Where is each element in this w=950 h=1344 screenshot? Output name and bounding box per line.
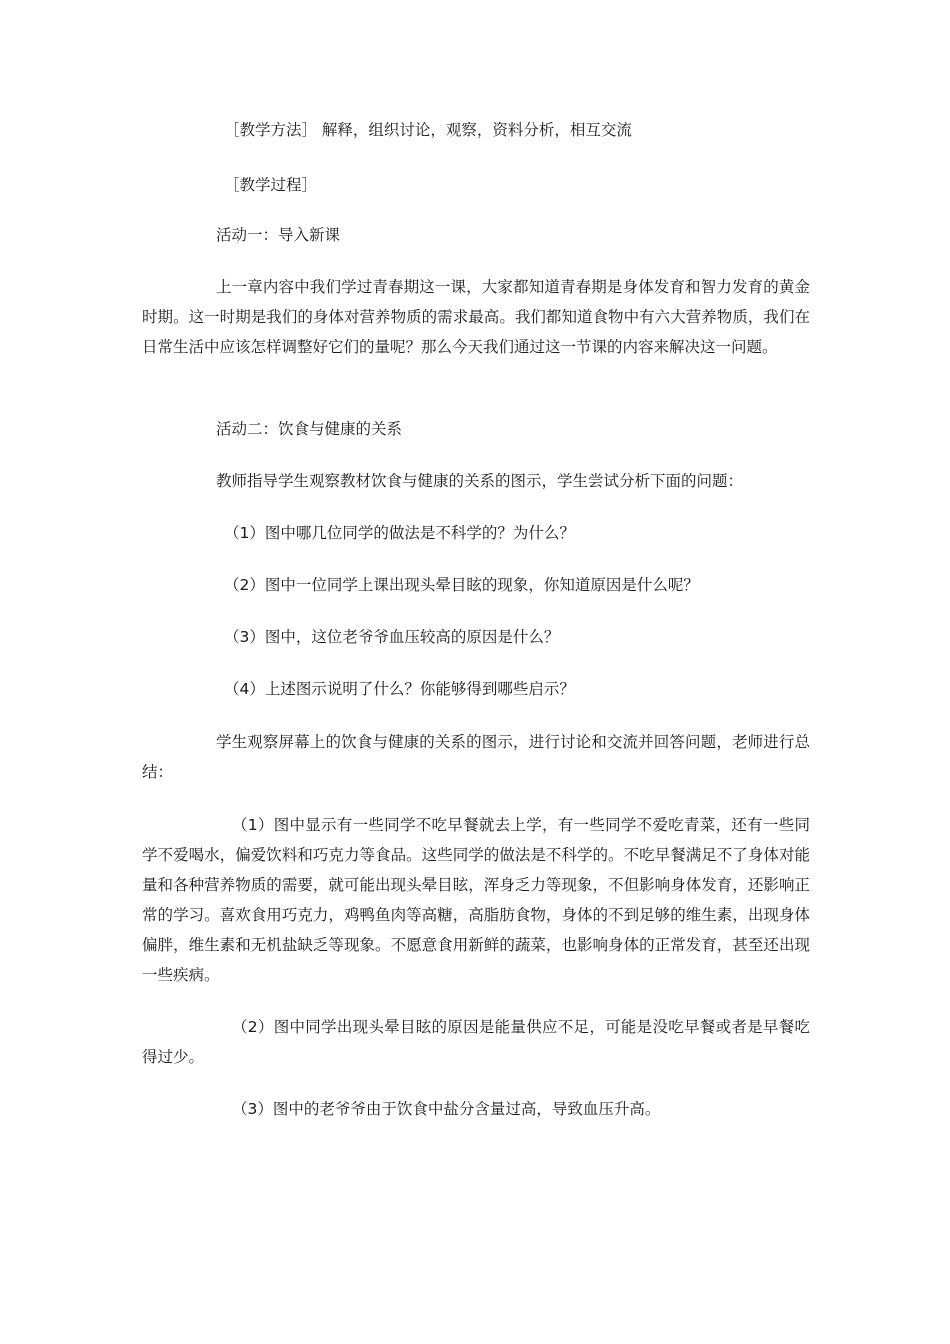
- summary-intro-paragraph: 学生观察屏幕上的饮食与健康的关系的图示，进行讨论和交流并回答问题，老师进行总结：: [142, 733, 810, 781]
- activity-one-title: 活动一：导入新课: [216, 226, 341, 244]
- teaching-method-line: ［教学方法］ 解释，组织讨论，观察，资料分析，相互交流: [224, 121, 632, 139]
- teaching-process-heading: ［教学过程］: [224, 176, 318, 194]
- answer-paragraph: （1）图中显示有一些同学不吃早餐就去上学，有一些同学不爱吃青菜，还有一些同学不爱喝水，偏爱饮料和巧克力等食品。这些同学的做法是不科学的。不吃早餐满足不了身体对能量和各种营养物质的需要，就可能出现头晕目眩，浑身乏力等现象，不但影响身体发育，还影响正常的学习。喜欢食用巧克力，鸡鸭鱼肉等高糖，高脂肪食物，身体的不到足够的维生素，出现身体偏胖，维生素和无机盐缺乏等现象。不愿意食用新鲜的蔬菜，也影响身体的正常发育，甚至还出现一些疾病。: [142, 816, 810, 984]
- activity-two-intro: 教师指导学生观察教材饮食与健康的关系的图示，学生尝试分析下面的问题：: [216, 472, 744, 490]
- activity-two-title: 活动二：饮食与健康的关系: [216, 420, 403, 438]
- question-item: （1）图中哪几位同学的做法是不科学的？为什么？: [224, 524, 575, 542]
- activity-one-paragraph: 上一章内容中我们学过青春期这一课，大家都知道青春期是身体发育和智力发育的黄金时期。这一时期是我们的身体对营养物质的需求最高。我们都知道食物中有六大营养物质，我们在日常生活中应该怎样调整好它们的量呢？那么今天我们通过这一节课的内容来解决这一问题。: [142, 278, 810, 356]
- question-item: （3）图中，这位老爷爷血压较高的原因是什么？: [224, 628, 560, 646]
- question-item: （2）图中一位同学上课出现头晕目眩的现象，你知道原因是什么呢？: [224, 576, 699, 594]
- question-item: （4）上述图示说明了什么？你能够得到哪些启示？: [224, 680, 575, 698]
- answer-paragraph: （3）图中的老爷爷由于饮食中盐分含量过高，导致血压升高。: [232, 1100, 661, 1118]
- answer-paragraph: （2）图中同学出现头晕目眩的原因是能量供应不足，可能是没吃早餐或者是早餐吃得过少。: [142, 1018, 810, 1066]
